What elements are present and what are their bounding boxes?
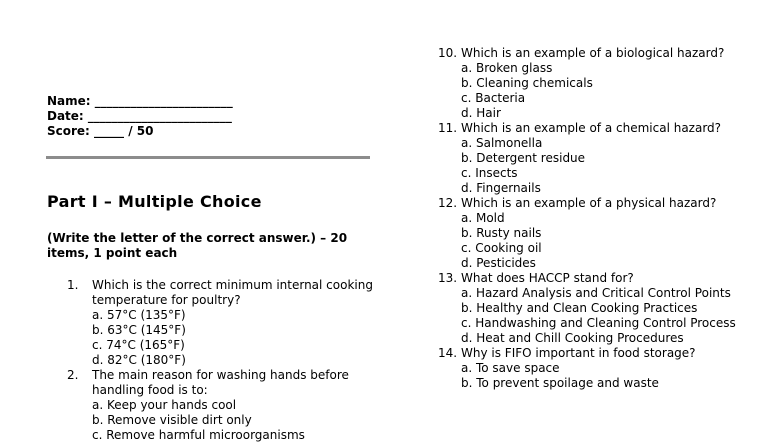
- answer-option: d. 82°C (180°F): [92, 353, 186, 367]
- header-divider: [46, 156, 370, 159]
- question-text: Which is an example of a biological hazard?: [461, 46, 725, 60]
- answer-option: d. Fingernails: [461, 181, 541, 195]
- answer-option: a. Keep your hands cool: [92, 398, 237, 412]
- answer-option: c. Cooking oil: [461, 241, 542, 255]
- question-text: The main reason for washing hands before handling food is to:: [92, 368, 349, 397]
- answer-option: b. To prevent spoilage and waste: [461, 376, 659, 390]
- question-text: Which is an example of a physical hazard?: [461, 196, 717, 210]
- question-number: 10.: [438, 46, 458, 60]
- question-stem: [438, 121, 748, 136]
- answer-option: b. Remove visible dirt only: [92, 413, 252, 427]
- answer-option: b. Healthy and Clean Cooking Practices: [461, 301, 698, 315]
- question-item: [438, 271, 748, 346]
- answer-option: a. Salmonella: [461, 136, 543, 150]
- question-text: Which is the correct minimum internal cooking temperature for poultry?: [92, 278, 373, 307]
- answer-option: a. 57°C (135°F): [92, 308, 186, 322]
- question-item: [67, 368, 387, 443]
- answer-option: c. Remove harmful microorganisms: [92, 428, 305, 442]
- answer-option: b. Detergent residue: [461, 151, 586, 165]
- right-question-column: [438, 46, 748, 391]
- section-title: Part I – Multiple Choice: [47, 192, 262, 211]
- question-number: 11.: [438, 121, 458, 135]
- score-line: Score: _____ / 50: [47, 124, 154, 138]
- answer-option: d. Heat and Chill Cooking Procedures: [461, 331, 684, 345]
- answer-option: a. Mold: [461, 211, 505, 225]
- question-text: Why is FIFO important in food storage?: [461, 346, 696, 360]
- question-stem: [67, 368, 387, 398]
- left-question-column: [67, 278, 387, 443]
- section-instructions: (Write the letter of the correct answer.) – 20 items, 1 point each: [47, 231, 348, 260]
- question-item: [67, 278, 387, 368]
- question-stem: [438, 196, 748, 211]
- question-number: 14.: [438, 346, 458, 360]
- answer-option: c. 74°C (165°F): [92, 338, 185, 352]
- date-line: Date: ________________________: [47, 109, 232, 123]
- answer-option: b. 63°C (145°F): [92, 323, 186, 337]
- student-info-header: [47, 94, 233, 139]
- question-item: [438, 46, 748, 121]
- question-text: What does HACCP stand for?: [461, 271, 634, 285]
- answer-option: d. Hair: [461, 106, 501, 120]
- question-stem: [438, 271, 748, 286]
- question-item: [438, 196, 748, 271]
- question-number: 12.: [438, 196, 458, 210]
- question-text: Which is an example of a chemical hazard?: [461, 121, 722, 135]
- answer-option: d. Pesticides: [461, 256, 536, 270]
- answer-option: c. Bacteria: [461, 91, 526, 105]
- question-item: [438, 346, 748, 391]
- answer-option: a. To save space: [461, 361, 560, 375]
- answer-option: a. Hazard Analysis and Critical Control Points: [461, 286, 731, 300]
- name-line: Name: _______________________: [47, 94, 233, 108]
- question-number: 13.: [438, 271, 458, 285]
- question-number: 1.: [67, 278, 79, 292]
- question-stem: [438, 346, 748, 361]
- answer-option: b. Rusty nails: [461, 226, 542, 240]
- answer-option: c. Handwashing and Cleaning Control Process: [461, 316, 736, 330]
- question-number: 2.: [67, 368, 79, 382]
- answer-option: c. Insects: [461, 166, 518, 180]
- question-stem: [438, 46, 748, 61]
- question-stem: [67, 278, 387, 308]
- question-item: [438, 121, 748, 196]
- answer-option: a. Broken glass: [461, 61, 553, 75]
- answer-option: b. Cleaning chemicals: [461, 76, 593, 90]
